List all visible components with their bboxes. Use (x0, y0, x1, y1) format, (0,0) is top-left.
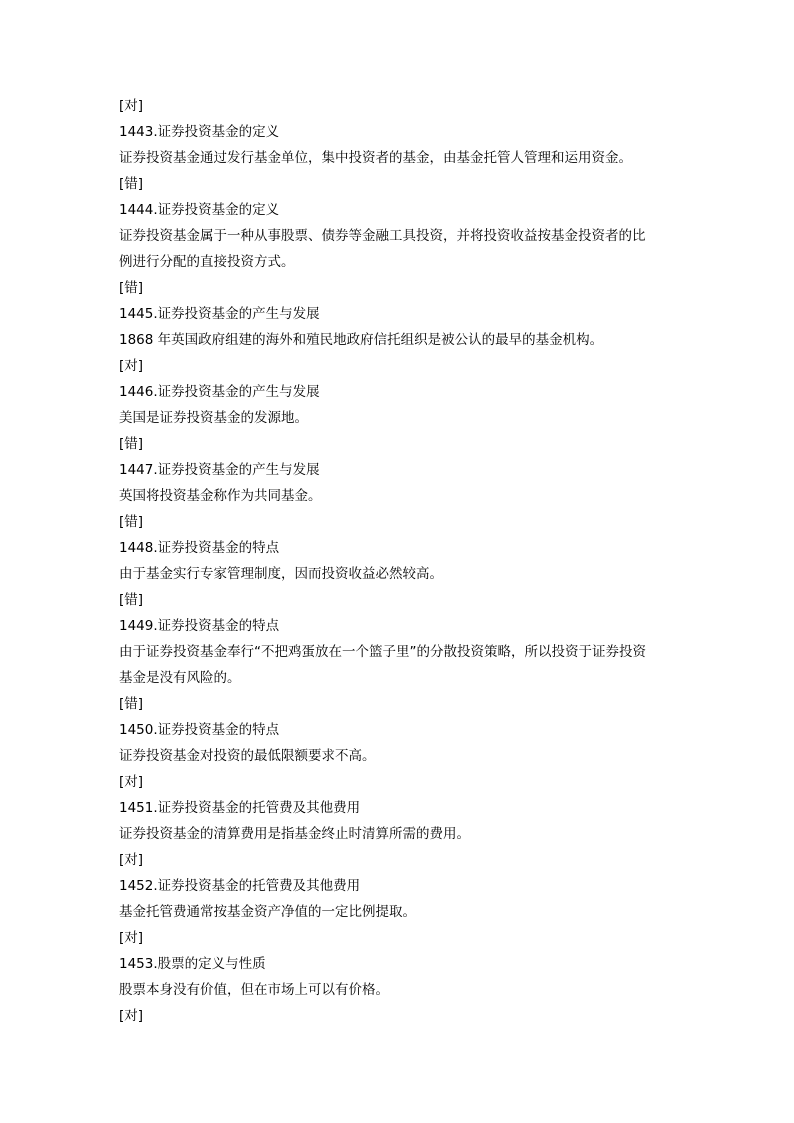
question-title: 1446.证券投资基金的产生与发展 (119, 384, 320, 400)
answer-line: [对] (119, 774, 144, 790)
answer-line: [错] (119, 280, 144, 296)
question-text: 美国是证券投资基金的发源地。 (119, 410, 308, 426)
question-text: 证券投资基金对投资的最低限额要求不高。 (119, 748, 376, 764)
answer-line: [错] (119, 436, 144, 452)
question-title: 1448.证券投资基金的特点 (119, 540, 280, 556)
answer-line: [对] (119, 930, 144, 946)
question-title: 1449.证券投资基金的特点 (119, 618, 280, 634)
answer-line: [错] (119, 514, 144, 530)
question-text: 证券投资基金的清算费用是指基金终止时清算所需的费用。 (119, 826, 470, 842)
question-title: 1453.股票的定义与性质 (119, 956, 266, 972)
question-text: 证券投资基金属于一种从事股票、债券等金融工具投资，并将投资收益按基金投资者的比 (119, 228, 646, 244)
question-text: 由于证券投资基金奉行“不把鸡蛋放在一个篮子里”的分散投资策略，所以投资于证券投资 (119, 644, 646, 660)
question-title: 1452.证券投资基金的托管费及其他费用 (119, 878, 361, 894)
answer-line: [对] (119, 358, 144, 374)
answer-line: [对] (119, 852, 144, 868)
question-text: 基金是没有风险的。 (119, 670, 241, 686)
question-text: 基金托管费通常按基金资产净值的一定比例提取。 (119, 904, 416, 920)
question-title: 1445.证券投资基金的产生与发展 (119, 306, 320, 322)
answer-line: [对] (119, 98, 144, 114)
question-text: 证券投资基金通过发行基金单位，集中投资者的基金，由基金托管人管理和运用资金。 (119, 150, 632, 166)
question-title: 1451.证券投资基金的托管费及其他费用 (119, 800, 361, 816)
question-text: 1868 年英国政府组建的海外和殖民地政府信托组织是被公认的最早的基金机构。 (119, 332, 604, 348)
answer-line: [错] (119, 592, 144, 608)
question-title: 1447.证券投资基金的产生与发展 (119, 462, 320, 478)
question-text: 由于基金实行专家管理制度，因而投资收益必然较高。 (119, 566, 443, 582)
document-page (119, 93, 679, 1029)
answer-line: [对] (119, 1008, 144, 1024)
question-title: 1443.证券投资基金的定义 (119, 124, 280, 140)
question-title: 1444.证券投资基金的定义 (119, 202, 280, 218)
answer-line: [错] (119, 696, 144, 712)
question-title: 1450.证券投资基金的特点 (119, 722, 280, 738)
question-text: 例进行分配的直接投资方式。 (119, 254, 295, 270)
question-text: 英国将投资基金称作为共同基金。 (119, 488, 322, 504)
answer-line: [错] (119, 176, 144, 192)
question-text: 股票本身没有价值，但在市场上可以有价格。 (119, 982, 389, 998)
